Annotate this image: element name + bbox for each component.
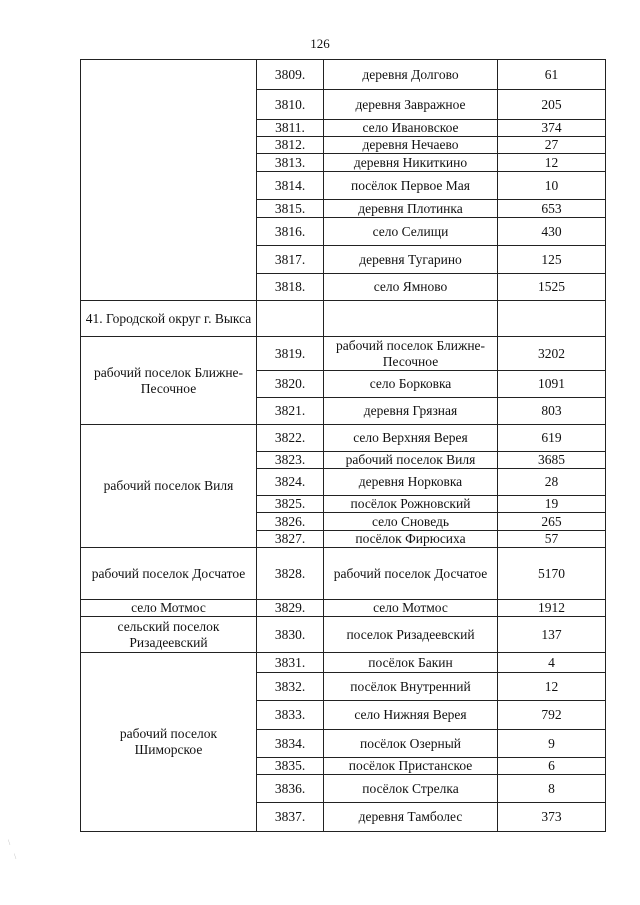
settlement-cell: рабочий поселок Ближне-Песочное xyxy=(324,337,498,371)
population-cell: 137 xyxy=(498,617,606,653)
row-number-cell: 3829. xyxy=(257,600,324,617)
row-number-cell: 3824. xyxy=(257,469,324,496)
population-cell: 28 xyxy=(498,469,606,496)
population-cell: 6 xyxy=(498,758,606,775)
settlement-cell: деревня Тамболес xyxy=(324,803,498,832)
municipality-cell: рабочий поселок Досчатое xyxy=(81,548,257,600)
population-cell: 792 xyxy=(498,701,606,730)
settlement-cell: посёлок Внутренний xyxy=(324,673,498,701)
settlement-cell: деревня Плотинка xyxy=(324,200,498,218)
table-row xyxy=(81,548,606,600)
row-number-cell: 3833. xyxy=(257,701,324,730)
row-number-cell: 3822. xyxy=(257,425,324,452)
population-cell: 12 xyxy=(498,154,606,172)
row-number-cell: 3812. xyxy=(257,137,324,154)
row-number-cell: 3828. xyxy=(257,548,324,600)
settlement-cell: деревня Норковка xyxy=(324,469,498,496)
row-number-cell: 3817. xyxy=(257,246,324,274)
population-cell: 1912 xyxy=(498,600,606,617)
table-row xyxy=(81,425,606,452)
settlement-cell: село Нижняя Верея xyxy=(324,701,498,730)
population-cell: 5170 xyxy=(498,548,606,600)
row-number-cell: 3834. xyxy=(257,730,324,758)
municipality-cell: село Мотмос xyxy=(81,600,257,617)
settlement-cell: деревня Нечаево xyxy=(324,137,498,154)
row-number-cell: 3830. xyxy=(257,617,324,653)
settlement-cell: посёлок Фирюсиха xyxy=(324,531,498,548)
scan-artifact-mark: \ xyxy=(8,838,11,847)
row-number-cell: 3810. xyxy=(257,90,324,120)
row-number-cell: 3813. xyxy=(257,154,324,172)
row-number-cell: 3823. xyxy=(257,452,324,469)
row-number-cell: 3809. xyxy=(257,60,324,90)
population-cell: 653 xyxy=(498,200,606,218)
settlement-cell: село Мотмос xyxy=(324,600,498,617)
population-cell: 1525 xyxy=(498,274,606,301)
municipality-cell: рабочий поселок Ближне-Песочное xyxy=(81,337,257,425)
row-number-cell: 3819. xyxy=(257,337,324,371)
row-number-cell: 3837. xyxy=(257,803,324,832)
population-cell: 9 xyxy=(498,730,606,758)
table-row xyxy=(81,337,606,371)
settlement-cell: деревня Завражное xyxy=(324,90,498,120)
population-cell: 19 xyxy=(498,496,606,513)
row-number-cell xyxy=(257,301,324,337)
row-number-cell: 3816. xyxy=(257,218,324,246)
row-number-cell: 3835. xyxy=(257,758,324,775)
settlement-cell: посёлок Озерный xyxy=(324,730,498,758)
municipality-cell: рабочий поселок Виля xyxy=(81,425,257,548)
population-cell: 125 xyxy=(498,246,606,274)
row-number-cell: 3820. xyxy=(257,371,324,398)
settlement-cell: рабочий поселок Виля xyxy=(324,452,498,469)
settlement-cell: село Ивановское xyxy=(324,120,498,137)
settlement-cell: посёлок Стрелка xyxy=(324,775,498,803)
settlement-cell: село Ямново xyxy=(324,274,498,301)
population-cell: 430 xyxy=(498,218,606,246)
settlement-cell: посёлок Первое Мая xyxy=(324,172,498,200)
population-cell: 373 xyxy=(498,803,606,832)
settlement-cell: посёлок Рожновский xyxy=(324,496,498,513)
row-number-cell: 3821. xyxy=(257,398,324,425)
settlement-cell: село Верхняя Верея xyxy=(324,425,498,452)
population-cell: 619 xyxy=(498,425,606,452)
population-cell: 4 xyxy=(498,653,606,673)
population-cell: 1091 xyxy=(498,371,606,398)
municipality-cell: рабочий поселок Шиморское xyxy=(81,653,257,832)
group-header-row xyxy=(81,301,606,337)
row-number-cell: 3836. xyxy=(257,775,324,803)
table-body xyxy=(81,60,606,832)
population-cell: 3685 xyxy=(498,452,606,469)
row-number-cell: 3814. xyxy=(257,172,324,200)
row-number-cell: 3826. xyxy=(257,513,324,531)
settlement-registry-table xyxy=(80,59,606,832)
population-cell: 61 xyxy=(498,60,606,90)
population-cell: 27 xyxy=(498,137,606,154)
table-row xyxy=(81,653,606,673)
table-row xyxy=(81,600,606,617)
municipality-cell: сельский поселок Ризадеевский xyxy=(81,617,257,653)
district-cell: 41. Городской округ г. Выкса xyxy=(81,301,257,337)
row-number-cell: 3825. xyxy=(257,496,324,513)
population-cell: 12 xyxy=(498,673,606,701)
row-number-cell: 3831. xyxy=(257,653,324,673)
population-cell: 265 xyxy=(498,513,606,531)
population-cell: 374 xyxy=(498,120,606,137)
settlement-cell: деревня Долгово xyxy=(324,60,498,90)
row-number-cell: 3815. xyxy=(257,200,324,218)
row-number-cell: 3827. xyxy=(257,531,324,548)
population-cell: 3202 xyxy=(498,337,606,371)
table-row xyxy=(81,60,606,90)
row-number-cell: 3818. xyxy=(257,274,324,301)
population-cell: 803 xyxy=(498,398,606,425)
page-number: 126 xyxy=(310,36,330,51)
scan-artifact-mark: \ xyxy=(14,852,17,861)
settlement-cell: посёлок Бакин xyxy=(324,653,498,673)
settlement-cell: рабочий поселок Досчатое xyxy=(324,548,498,600)
row-number-cell: 3832. xyxy=(257,673,324,701)
settlement-cell: село Борковка xyxy=(324,371,498,398)
table-row xyxy=(81,617,606,653)
settlement-cell: село Селищи xyxy=(324,218,498,246)
settlement-cell: деревня Грязная xyxy=(324,398,498,425)
settlement-cell: деревня Никиткино xyxy=(324,154,498,172)
settlement-cell: деревня Тугарино xyxy=(324,246,498,274)
population-cell: 205 xyxy=(498,90,606,120)
population-cell: 8 xyxy=(498,775,606,803)
settlement-cell: село Сноведь xyxy=(324,513,498,531)
population-cell: 10 xyxy=(498,172,606,200)
settlement-cell: поселок Ризадеевский xyxy=(324,617,498,653)
settlement-cell: посёлок Пристанское xyxy=(324,758,498,775)
row-number-cell: 3811. xyxy=(257,120,324,137)
settlement-cell xyxy=(324,301,498,337)
population-cell xyxy=(498,301,606,337)
municipality-cell-empty xyxy=(81,60,257,301)
population-cell: 57 xyxy=(498,531,606,548)
